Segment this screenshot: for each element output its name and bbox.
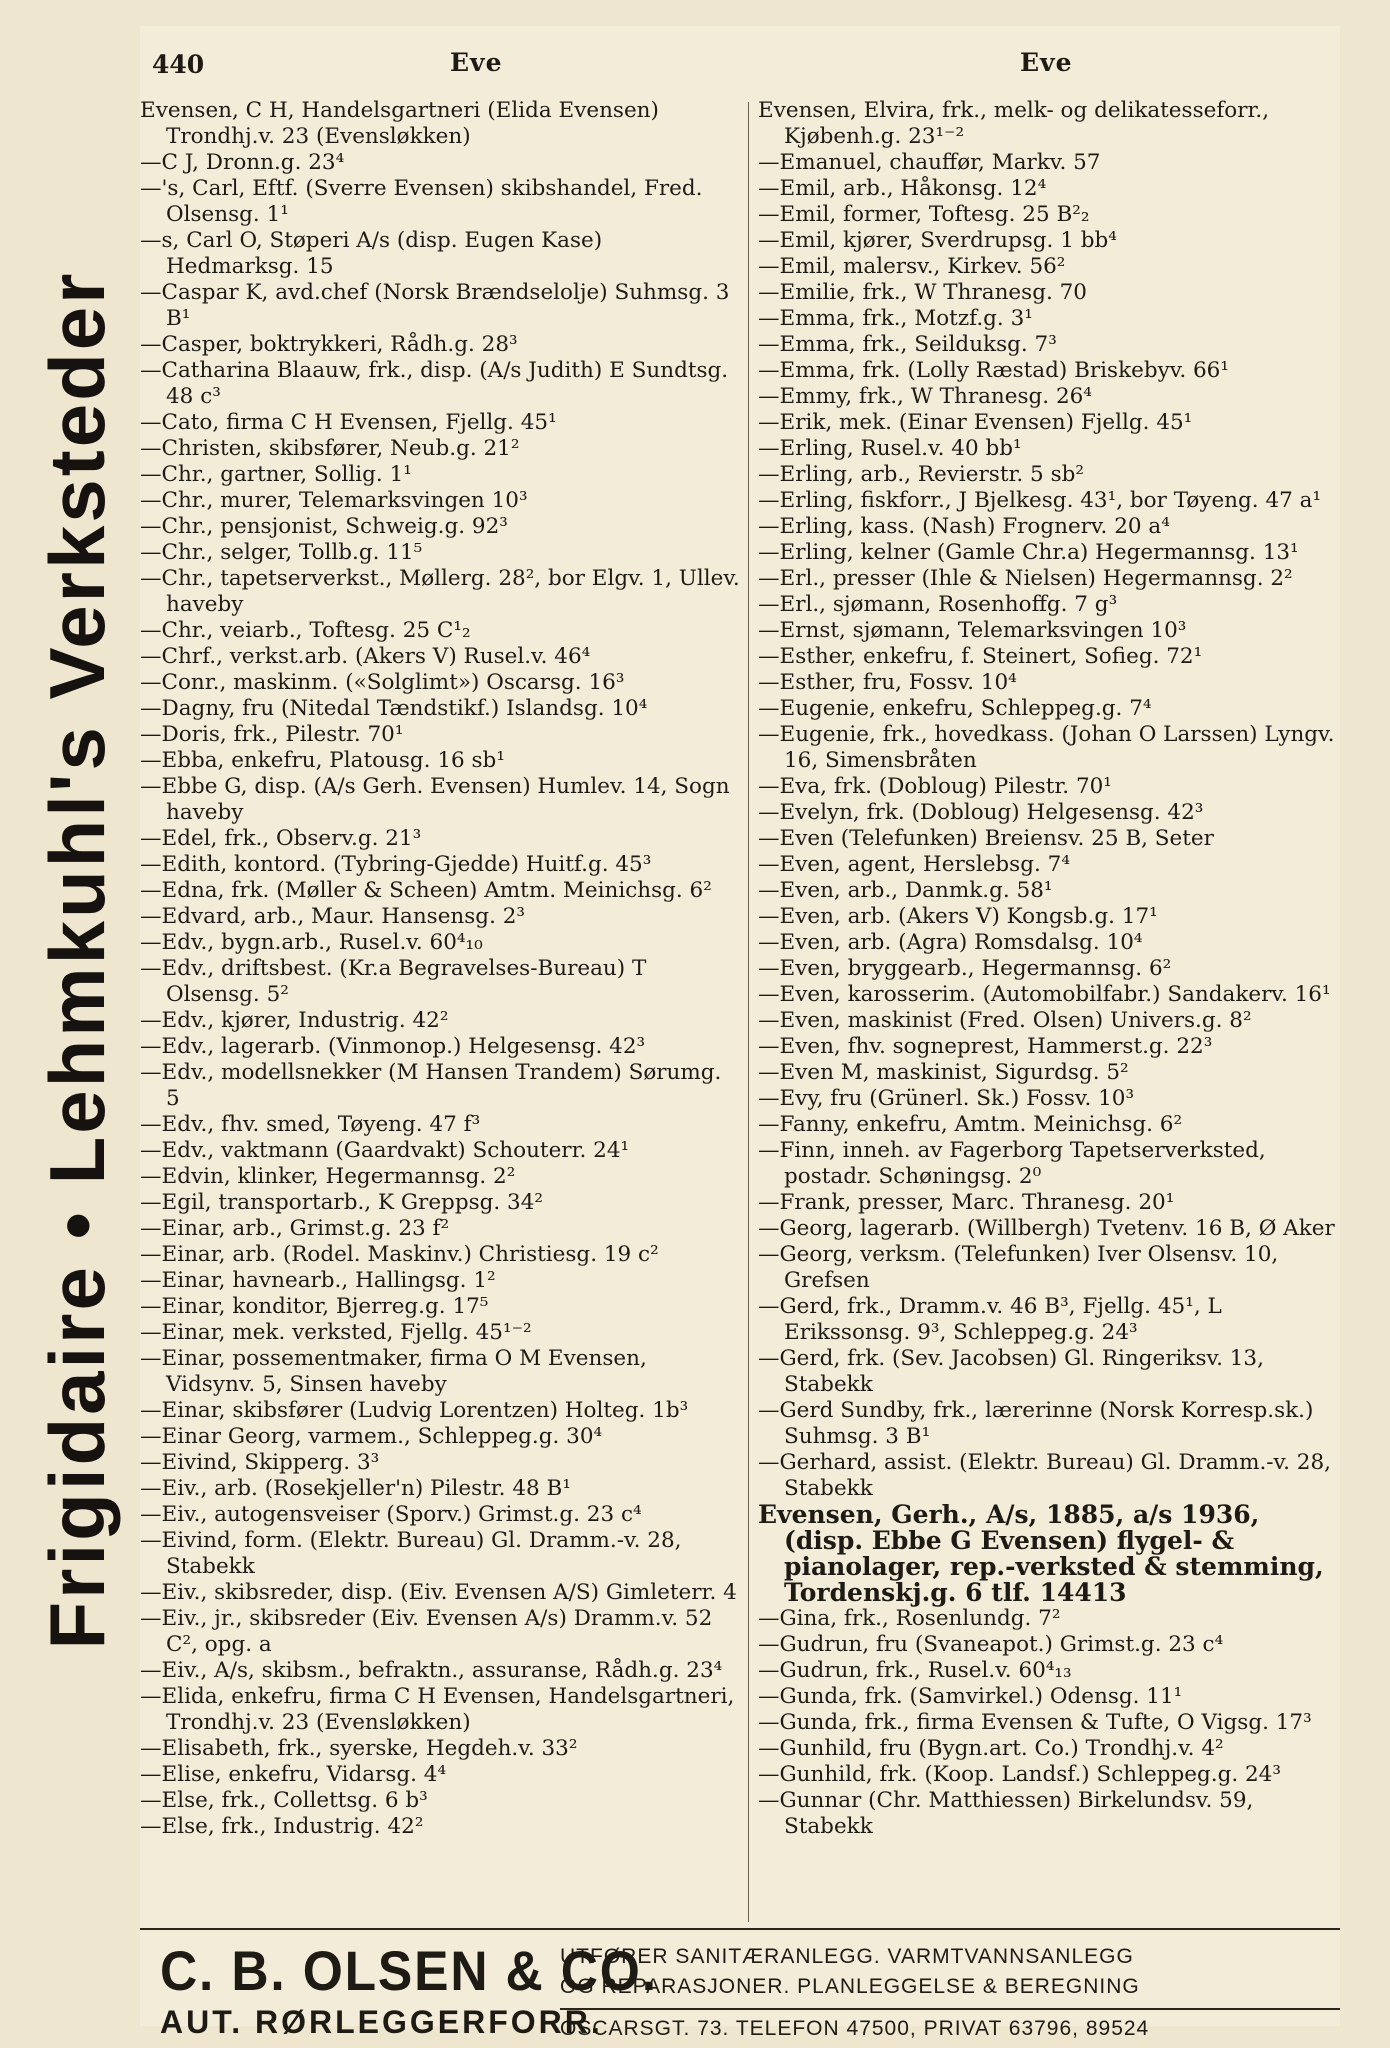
directory-entry: —Gerd Sundby, frk., lærerinne (Norsk Korresp.sk.) Suhmsg. 3 B¹ xyxy=(758,1398,1314,1449)
directory-entry: —Einar, mek. verksted, Fjellg. 45¹⁻² xyxy=(140,1320,532,1345)
directory-entry: —Erik, mek. (Einar Evensen) Fjellg. 45¹ xyxy=(758,410,1193,435)
directory-entry: —Edv., vaktmann (Gaardvakt) Schouterr. 24¹ xyxy=(140,1138,630,1163)
directory-entry: —Gerd, frk., Dramm.v. 46 B³, Fjellg. 45¹, L Erikssonsg. 9³, Schleppeg.g. 24³ xyxy=(758,1294,1222,1345)
directory-entry: —Gunhild, frk. (Koop. Landsf.) Schleppeg.g. 24³ xyxy=(758,1762,1281,1787)
directory-entry: —Conr., maskinm. («Solglimt») Oscarsg. 16³ xyxy=(140,670,625,695)
directory-entry: Evensen, C H, Handelsgartneri (Elida Evensen) Trondhj.v. 23 (Evensløkken) xyxy=(140,98,659,149)
directory-entry: —Elida, enkefru, firma C H Evensen, Handelsgartneri, Trondhj.v. 23 (Evensløkken) xyxy=(140,1684,735,1735)
directory-entry: Evensen, Elvira, frk., melk- og delikatesseforr., Kjøbenh.g. 23¹⁻² xyxy=(758,98,1270,149)
directory-entry: —Even, arb. (Akers V) Kongsb.g. 17¹ xyxy=(758,904,1158,929)
directory-entry: —Erl., presser (Ihle & Nielsen) Hegermannsg. 2² xyxy=(758,566,1293,591)
directory-entry: —Eugenie, frk., hovedkass. (Johan O Larssen) Lyngv. 16, Simensbråten xyxy=(758,722,1335,773)
directory-entry: —Fanny, enkefru, Amtm. Meinichsg. 6² xyxy=(758,1112,1183,1137)
directory-entry: —Erling, kelner (Gamle Chr.a) Hegermannsg. 13¹ xyxy=(758,540,1299,565)
directory-entry: —Emil, malersv., Kirkev. 56² xyxy=(758,254,1066,279)
directory-entry: —Eugenie, enkefru, Schleppeg.g. 7⁴ xyxy=(758,696,1152,721)
directory-entry: —Chrf., verkst.arb. (Akers V) Rusel.v. 46⁴ xyxy=(140,644,591,669)
right-column xyxy=(758,98,1338,1840)
directory-entry-business: Evensen, Gerh., A/s, 1885, a/s 1936, (disp. Ebbe G Evensen) flygel- & pianolager, rep.-verksted & stemming, Tordenskj.g. 6 tlf. 14413 xyxy=(758,1500,1324,1607)
directory-entry: —Evy, fru (Grünerl. Sk.) Fossv. 10³ xyxy=(758,1086,1135,1111)
directory-entry: —Emanuel, chauffør, Markv. 57 xyxy=(758,150,1101,175)
directory-entry: —Elise, enkefru, Vidarsg. 4⁴ xyxy=(140,1762,447,1787)
services-line: UTFØRER SANITÆRANLEGG. VARMTVANNSANLEGG xyxy=(560,1945,1134,1968)
directory-entry: —Esther, enkefru, f. Steinert, Sofieg. 72¹ xyxy=(758,644,1203,669)
directory-entry: —Einar, konditor, Bjerreg.g. 17⁵ xyxy=(140,1294,489,1319)
directory-entry: —Even, arb., Danmk.g. 58¹ xyxy=(758,878,1053,903)
directory-entry: —Gunhild, fru (Bygn.art. Co.) Trondhj.v. 4² xyxy=(758,1736,1224,1761)
running-header-left: Eve xyxy=(450,48,503,77)
directory-entry: —Else, frk., Collettsg. 6 b³ xyxy=(140,1788,428,1813)
directory-entry: —Casper, boktrykkeri, Rådh.g. 28³ xyxy=(140,332,518,357)
advertiser-address: OSCARSGT. 73. TELEFON 47500, PRIVAT 63796, 89524 xyxy=(560,2008,1340,2044)
directory-entry: —Emil, former, Toftesg. 25 B²₂ xyxy=(758,202,1090,227)
directory-entry: —Eiv., A/s, skibsm., befraktn., assuranse, Rådh.g. 23⁴ xyxy=(140,1658,723,1683)
directory-entry: —Esther, fru, Fossv. 10⁴ xyxy=(758,670,1017,695)
directory-entry: —Erling, kass. (Nash) Frognerv. 20 a⁴ xyxy=(758,514,1170,539)
directory-entry: —Chr., gartner, Sollig. 1¹ xyxy=(140,462,412,487)
directory-entry: —Edv., fhv. smed, Tøyeng. 47 f³ xyxy=(140,1112,481,1137)
directory-entry: —Einar, havnearb., Hallingsg. 1² xyxy=(140,1268,496,1293)
directory-entry: —Gudrun, frk., Rusel.v. 60⁴₁₃ xyxy=(758,1658,1072,1683)
directory-entry: —Einar, arb. (Rodel. Maskinv.) Christiesg. 19 c² xyxy=(140,1242,659,1267)
advertiser-services xyxy=(560,1942,1340,2044)
directory-entry: —Emil, kjører, Sverdrupsg. 1 bb⁴ xyxy=(758,228,1117,253)
directory-entry: —Georg, lagerarb. (Willbergh) Tvetenv. 16 B, Ø Aker xyxy=(758,1216,1335,1241)
directory-entry: —Eiv., arb. (Rosekjeller'n) Pilestr. 48 B¹ xyxy=(140,1476,571,1501)
directory-entry: —Finn, inneh. av Fagerborg Tapetserverksted, postadr. Schøningsg. 2⁰ xyxy=(758,1138,1266,1189)
directory-entry: —'s, Carl, Eftf. (Sverre Evensen) skibshandel, Fred. Olsensg. 1¹ xyxy=(140,176,703,227)
directory-entry: —Edvin, klinker, Hegermannsg. 2² xyxy=(140,1164,516,1189)
footer-advertisement xyxy=(140,1936,1340,2046)
directory-entry: —Emma, frk. (Lolly Ræstad) Briskebyv. 66¹ xyxy=(758,358,1229,383)
directory-entry: —Evelyn, frk. (Dobloug) Helgesensg. 42³ xyxy=(758,800,1204,825)
directory-entry: —Chr., veiarb., Toftesg. 25 C¹₂ xyxy=(140,618,471,643)
directory-entry: —Ernst, sjømann, Telemarksvingen 10³ xyxy=(758,618,1187,643)
directory-entry: —Even, fhv. sogneprest, Hammerst.g. 22³ xyxy=(758,1034,1213,1059)
running-header-right: Eve xyxy=(1020,48,1073,77)
directory-entry: —Even, bryggearb., Hegermannsg. 6² xyxy=(758,956,1172,981)
directory-entry: —Chr., pensjonist, Schweig.g. 92³ xyxy=(140,514,508,539)
directory-entry: —Chr., tapetserverkst., Møllerg. 28², bor Elgv. 1, Ullev. haveby xyxy=(140,566,740,617)
directory-entry: —s, Carl O, Støperi A/s (disp. Eugen Kase) Hedmarksg. 15 xyxy=(140,228,603,279)
directory-entry: —Cato, firma C H Evensen, Fjellg. 45¹ xyxy=(140,410,557,435)
column-divider xyxy=(748,102,749,1922)
directory-entry: —Chr., selger, Tollb.g. 11⁵ xyxy=(140,540,423,565)
directory-entry: —Even (Telefunken) Breiensv. 25 B, Seter xyxy=(758,826,1214,851)
directory-entry: —Georg, verksm. (Telefunken) Iver Olsensv. 10, Grefsen xyxy=(758,1242,1279,1293)
advertiser-name: C. B. OLSEN & CO. xyxy=(160,1939,658,2002)
advertiser-title: AUT. RØRLEGGERFORR. xyxy=(160,2004,603,2040)
directory-entry: —Edv., kjører, Industrig. 42² xyxy=(140,1008,449,1033)
directory-entry: —Eivind, form. (Elektr. Bureau) Gl. Dramm.-v. 28, Stabekk xyxy=(140,1528,682,1579)
directory-page xyxy=(140,26,1340,2040)
directory-entry: —Edv., modellsnekker (M Hansen Trandem) Sørumg. 5 xyxy=(140,1060,722,1111)
directory-entry: —Gunda, frk., firma Evensen & Tufte, O Vigsg. 17³ xyxy=(758,1710,1312,1735)
directory-entry: —Gerd, frk. (Sev. Jacobsen) Gl. Ringeriksv. 13, Stabekk xyxy=(758,1346,1264,1397)
side-advertisement: Frigidaire • Lehmkuhl's Verksteder xyxy=(33,270,121,1650)
directory-entry: —Even, karosserim. (Automobilfabr.) Sandakerv. 16¹ xyxy=(758,982,1331,1007)
directory-entry: —C J, Dronn.g. 23⁴ xyxy=(140,150,345,175)
left-column xyxy=(140,98,740,1840)
directory-entry: —Emil, arb., Håkonsg. 12⁴ xyxy=(758,176,1047,201)
page-number: 440 xyxy=(152,50,205,79)
directory-entry: —Einar, skibsfører (Ludvig Lorentzen) Holteg. 1b³ xyxy=(140,1398,689,1423)
directory-entry: —Else, frk., Industrig. 42² xyxy=(140,1814,424,1839)
directory-entry: —Emmy, frk., W Thranesg. 26⁴ xyxy=(758,384,1092,409)
directory-entry: —Ebbe G, disp. (A/s Gerh. Evensen) Humlev. 14, Sogn haveby xyxy=(140,774,730,825)
directory-entry: —Dagny, fru (Nitedal Tændstikf.) Islandsg. 10⁴ xyxy=(140,696,648,721)
directory-entry: —Doris, frk., Pilestr. 70¹ xyxy=(140,722,404,747)
directory-entry: —Frank, presser, Marc. Thranesg. 20¹ xyxy=(758,1190,1175,1215)
directory-entry: —Edvard, arb., Maur. Hansensg. 2³ xyxy=(140,904,526,929)
directory-entry: —Einar, possementmaker, firma O M Evensen, Vidsynv. 5, Sinsen haveby xyxy=(140,1346,647,1397)
directory-entry: —Eivind, Skipperg. 3³ xyxy=(140,1450,380,1475)
directory-entry: —Eiv., autogensveiser (Sporv.) Grimst.g. 23 c⁴ xyxy=(140,1502,642,1527)
directory-entry: —Erl., sjømann, Rosenhoffg. 7 g³ xyxy=(758,592,1118,617)
directory-entry: —Einar, arb., Grimst.g. 23 f² xyxy=(140,1216,450,1241)
directory-entry: —Gunda, frk. (Samvirkel.) Odensg. 11¹ xyxy=(758,1684,1183,1709)
directory-entry: —Eiv., jr., skibsreder (Eiv. Evensen A/s) Dramm.v. 52 C², opg. a xyxy=(140,1606,713,1657)
directory-entry: —Erling, Rusel.v. 40 bb¹ xyxy=(758,436,1022,461)
directory-entry: —Elisabeth, frk., syerske, Hegdeh.v. 33² xyxy=(140,1736,578,1761)
directory-entry: —Edith, kontord. (Tybring-Gjedde) Huitf.g. 45³ xyxy=(140,852,652,877)
directory-entry: —Edna, frk. (Møller & Scheen) Amtm. Meinichsg. 6² xyxy=(140,878,712,903)
directory-entry: —Emma, frk., Motzf.g. 3¹ xyxy=(758,306,1033,331)
directory-entry: —Even, maskinist (Fred. Olsen) Univers.g. 8² xyxy=(758,1008,1252,1033)
directory-entry: —Chr., murer, Telemarksvingen 10³ xyxy=(140,488,528,513)
directory-entry: —Einar Georg, varmem., Schleppeg.g. 30⁴ xyxy=(140,1424,603,1449)
directory-entry: —Caspar K, avd.chef (Norsk Brændselolje) Suhmsg. 3 B¹ xyxy=(140,280,730,331)
directory-entry: —Edv., lagerarb. (Vinmonop.) Helgesensg. 42³ xyxy=(140,1034,646,1059)
directory-entry: —Edv., driftsbest. (Kr.a Begravelses-Bureau) T Olsensg. 5² xyxy=(140,956,647,1007)
directory-entry: —Even, arb. (Agra) Romsdalsg. 10⁴ xyxy=(758,930,1143,955)
directory-entry: —Eva, frk. (Dobloug) Pilestr. 70¹ xyxy=(758,774,1112,799)
directory-entry: —Emilie, frk., W Thranesg. 70 xyxy=(758,280,1087,305)
directory-entry: —Even, agent, Herslebsg. 7⁴ xyxy=(758,852,1070,877)
directory-entry: —Gerhard, assist. (Elektr. Bureau) Gl. Dramm.-v. 28, Stabekk xyxy=(758,1450,1332,1501)
directory-entry: —Gudrun, fru (Svaneapot.) Grimst.g. 23 c⁴ xyxy=(758,1632,1224,1657)
directory-entry: —Even M, maskinist, Sigurdsg. 5² xyxy=(758,1060,1129,1085)
directory-entry: —Edel, frk., Observ.g. 21³ xyxy=(140,826,422,851)
directory-entry: —Eiv., skibsreder, disp. (Eiv. Evensen A/S) Gimleterr. 4 xyxy=(140,1580,737,1605)
directory-entry: —Egil, transportarb., K Greppsg. 34² xyxy=(140,1190,544,1215)
directory-entry: —Erling, fiskforr., J Bjelkesg. 43¹, bor Tøyeng. 47 a¹ xyxy=(758,488,1322,513)
directory-entry: —Christen, skibsfører, Neub.g. 21² xyxy=(140,436,520,461)
directory-entry: —Ebba, enkefru, Platousg. 16 sb¹ xyxy=(140,748,505,773)
directory-entry: —Gina, frk., Rosenlundg. 7² xyxy=(758,1606,1061,1631)
directory-entry: —Edv., bygn.arb., Rusel.v. 60⁴₁₀ xyxy=(140,930,483,955)
directory-entry: —Emma, frk., Seilduksg. 7³ xyxy=(758,332,1057,357)
services-line: OG REPARASJONER. PLANLEGGELSE & BEREGNING xyxy=(560,1975,1140,1998)
footer-divider xyxy=(140,1928,1340,1930)
directory-entry: —Catharina Blaauw, frk., disp. (A/s Judith) E Sundtsg. 48 c³ xyxy=(140,358,729,409)
directory-entry: —Erling, arb., Revierstr. 5 sb² xyxy=(758,462,1084,487)
directory-entry: —Gunnar (Chr. Matthiessen) Birkelundsv. 59, Stabekk xyxy=(758,1788,1254,1839)
